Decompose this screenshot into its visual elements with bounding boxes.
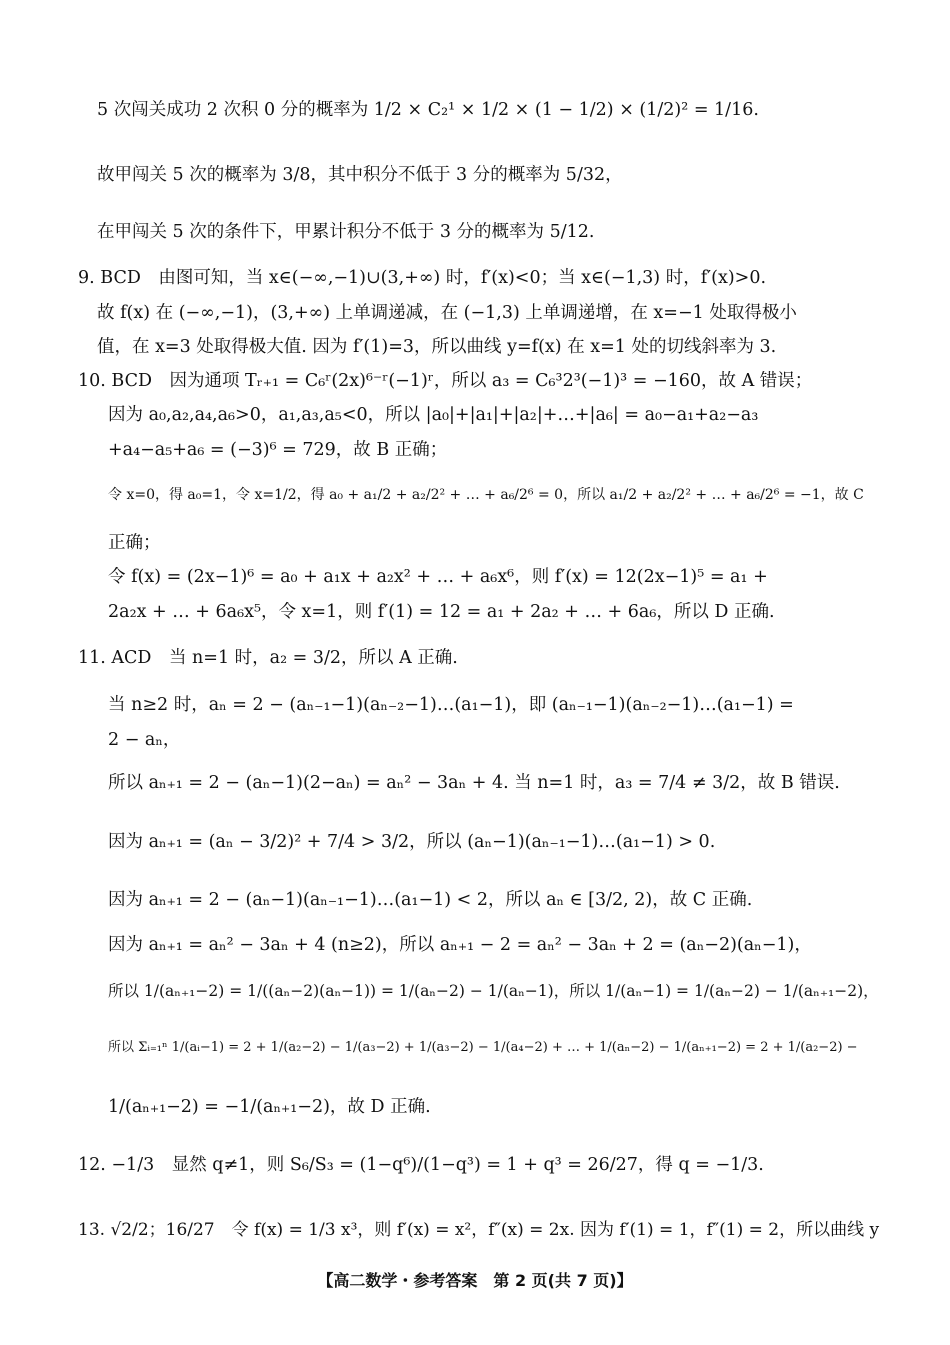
q11-line-5: 因为 aₙ₊₁ = (aₙ − 3/2)² + 7/4 > 3/2，所以 (aₙ−1)(aₙ₋₁−1)…(a₁−1) > 0. <box>108 832 716 852</box>
q10-line-3: +a₄−a₅+a₆ = (−3)⁶ = 729，故 B 正确； <box>108 440 448 460</box>
text-line-3: 在甲闯关 5 次的条件下，甲累计积分不低于 3 分的概率为 5/12. <box>97 222 595 242</box>
text-line-1: 5 次闯关成功 2 次积 0 分的概率为 1/2 × C₂¹ × 1/2 × (1 − 1/2) × (1/2)² = 1/16. <box>97 100 759 120</box>
q11-line-9: 所以 Σᵢ₌₁ⁿ 1/(aᵢ−1) = 2 + 1/(a₂−2) − 1/(a₃−2) + 1/(a₃−2) − 1/(a₄−2) + … + 1/(aₙ−2) − 1/(aₙ₊₁−2) = 2 + 1/(a₂−2) − <box>108 1040 858 1055</box>
q10-line-5: 正确； <box>108 533 161 553</box>
q11-line-7: 因为 aₙ₊₁ = aₙ² − 3aₙ + 4 (n≥2)，所以 aₙ₊₁ − 2 = aₙ² − 3aₙ + 2 = (aₙ−2)(aₙ−1)， <box>108 935 812 955</box>
q9-line-3: 值，在 x=3 处取得极大值. 因为 f′(1)=3，所以曲线 y=f(x) 在 x=1 处的切线斜率为 3. <box>97 337 777 357</box>
q11-line-6: 因为 aₙ₊₁ = 2 − (aₙ−1)(aₙ₋₁−1)…(a₁−1) < 2，所以 aₙ ∈ [3/2, 2)，故 C 正确. <box>108 890 753 910</box>
q11-line-2: 当 n≥2 时，aₙ = 2 − (aₙ₋₁−1)(aₙ₋₂−1)…(a₁−1)，即 (aₙ₋₁−1)(aₙ₋₂−1)…(a₁−1) = <box>108 695 794 715</box>
q9-line-1: 9. BCD 由图可知，当 x∈(−∞,−1)∪(3,+∞) 时，f′(x)<0；当 x∈(−1,3) 时，f′(x)>0. <box>78 268 767 288</box>
q10-line-6: 令 f(x) = (2x−1)⁶ = a₀ + a₁x + a₂x² + … + a₆x⁶，则 f′(x) = 12(2x−1)⁵ = a₁ + <box>108 567 768 587</box>
q11-line-3: 2 − aₙ， <box>108 730 181 750</box>
q10-line-2: 因为 a₀,a₂,a₄,a₆>0，a₁,a₃,a₅<0，所以 |a₀|+|a₁|+|a₂|+…+|a₆| = a₀−a₁+a₂−a₃ <box>108 405 759 425</box>
q11-line-1: 11. ACD 当 n=1 时，a₂ = 3/2，所以 A 正确. <box>78 648 458 668</box>
q11-line-10: 1/(aₙ₊₁−2) = −1/(aₙ₊₁−2)，故 D 正确. <box>108 1097 431 1117</box>
page-footer: 【高二数学・参考答案 第 2 页(共 7 页)】 <box>317 1271 633 1290</box>
q10-line-1: 10. BCD 因为通项 Tᵣ₊₁ = C₆ʳ(2x)⁶⁻ʳ(−1)ʳ，所以 a₃ = C₆³2³(−1)³ = −160，故 A 错误； <box>78 371 813 391</box>
q12-line: 12. −1/3 显然 q≠1，则 S₆/S₃ = (1−q⁶)/(1−q³) = 1 + q³ = 26/27，得 q = −1/3. <box>78 1155 764 1175</box>
q10-line-7: 2a₂x + … + 6a₆x⁵，令 x=1，则 f′(1) = 12 = a₁ + 2a₂ + … + 6a₆，所以 D 正确. <box>108 602 775 622</box>
q9-line-2: 故 f(x) 在 (−∞,−1)，(3,+∞) 上单调递减，在 (−1,3) 上单调递增，在 x=−1 处取得极小 <box>97 303 797 323</box>
q10-line-4: 令 x=0，得 a₀=1，令 x=1/2，得 a₀ + a₁/2 + a₂/2² + … + a₆/2⁶ = 0，所以 a₁/2 + a₂/2² + … + a₆/2⁶ = −1，故 C <box>108 487 864 503</box>
q11-line-4: 所以 aₙ₊₁ = 2 − (aₙ−1)(2−aₙ) = aₙ² − 3aₙ + 4. 当 n=1 时，a₃ = 7/4 ≠ 3/2，故 B 错误. <box>108 773 840 793</box>
q11-line-8: 所以 1/(aₙ₊₁−2) = 1/((aₙ−2)(aₙ−1)) = 1/(aₙ−2) − 1/(aₙ−1)，所以 1/(aₙ−1) = 1/(aₙ−2) − 1/(aₙ₊₁−2)， <box>108 982 879 1000</box>
text-line-2: 故甲闯关 5 次的概率为 3/8，其中积分不低于 3 分的概率为 5/32， <box>97 165 623 185</box>
q13-line: 13. √2/2；16/27 令 f(x) = 1/3 x³，则 f′(x) = x²，f″(x) = 2x. 因为 f′(1) = 1，f″(1) = 2，所以曲线 y <box>78 1220 880 1240</box>
